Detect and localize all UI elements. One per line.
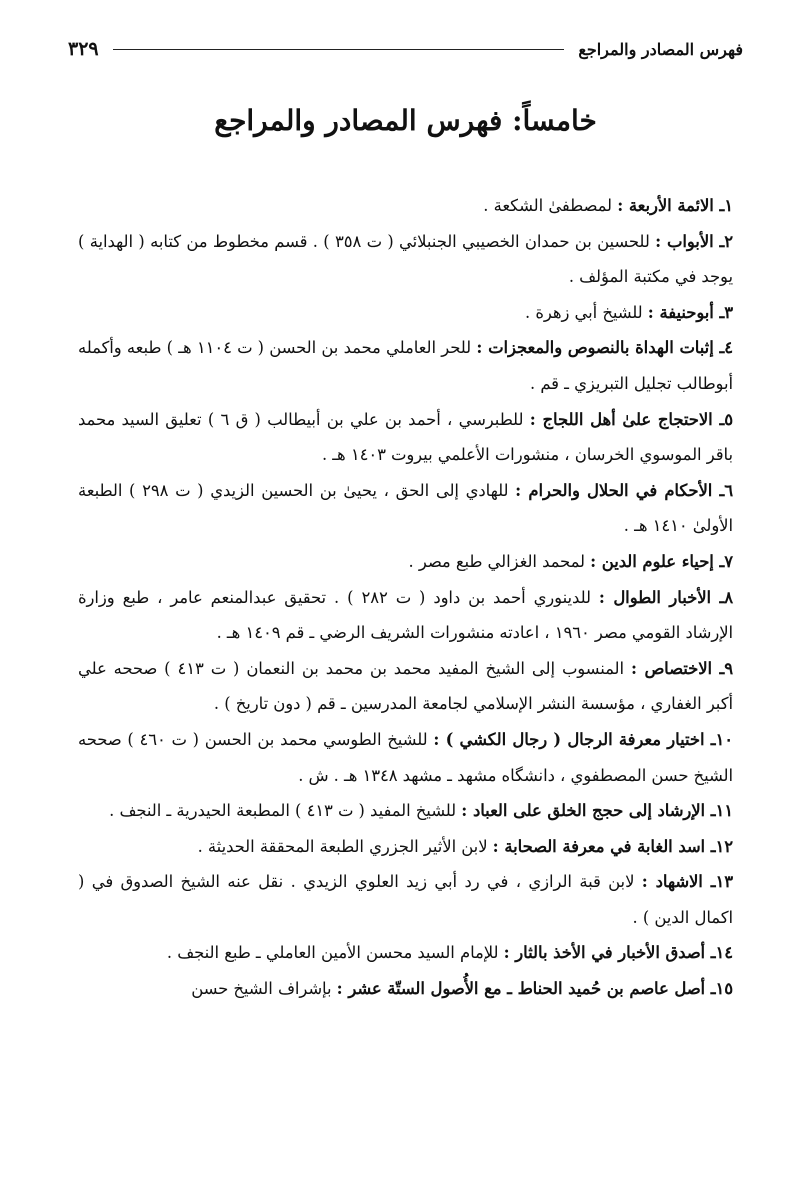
page-number: ٣٢٩ [68, 38, 99, 60]
entry-lead: ٣ـ أبوحنيفة : [647, 302, 733, 322]
header-rule [113, 49, 565, 50]
entry-text: للحسين بن حمدان الخصيبي الجنبلائي ( ت ٣٥٨ ) . قسم مخطوط من كتابه ( الهداية ) يوجد في مكتبة المؤلف . [78, 231, 733, 287]
entry-text: لابن قبة الرازي ، في رد أبي زيد العلوي الزيدي . نقل عنه الشيخ الصدوق في ( اكمال الدين ) . [78, 872, 733, 927]
bibliography-entry-4 [78, 330, 733, 401]
bibliography-entry-14 [78, 935, 733, 971]
entry-lead: ٤ـ إثبات الهداة بالنصوص والمعجزات : [476, 338, 733, 358]
bibliography-entry-8 [78, 580, 733, 651]
entry-text: المنسوب إلى الشيخ المفيد محمد بن محمد بن النعمان ( ت ٤١٣ ) صححه علي أكبر الغفاري ، مؤسسة النشر الإسلامي لجامعة المدرسين ـ قم ( دون تاريخ ) . [78, 658, 733, 714]
bibliography-entry-10 [78, 722, 733, 793]
bibliography-entry-3 [78, 295, 733, 331]
entry-lead: ٩ـ الاختصاص : [630, 658, 733, 678]
running-header [68, 36, 743, 62]
entry-lead: ١٢ـ اسد الغابة في معرفة الصحابة : [492, 836, 733, 856]
entry-text: لابن الأثير الجزري الطبعة المحققة الحديثة . [197, 836, 493, 856]
entry-lead: ٥ـ الاحتجاج علىٰ أهل اللجاج : [529, 409, 733, 429]
entry-text: لمحمد الغزالي طبع مصر . [408, 551, 591, 571]
entry-text: للحر العاملي محمد بن الحسن ( ت ١١٠٤ هـ ) طبعه وأكمله أبوطالب تجليل التبريزي ـ قم . [78, 338, 733, 393]
entry-lead: ١٠ـ اختيار معرفة الرجال ( رجال الكشي ) : [433, 729, 734, 749]
entry-text: للدينوري أحمد بن داود ( ت ٢٨٢ ) . تحقيق عبدالمنعم عامر ، طبع وزارة الإرشاد القومي مصر ١٩٦٠ ، اعادته منشورات الشريف الرضي ـ قم ١٤٠٩ هـ . [78, 587, 733, 643]
entry-lead: ١٥ـ أصل عاصم بن حُميد الحناط ـ مع الأُصول الستّة عشر : [336, 979, 733, 999]
bibliography-entry-15 [78, 971, 733, 1007]
entry-lead: ٦ـ الأحكام في الحلال والحرام : [515, 480, 733, 500]
entry-text: للشيخ الطوسي محمد بن الحسن ( ت ٤٦٠ ) صححه الشيخ حسن المصطفوي ، دانشگاه مشهد ـ مشهد ١٣٤٨ هـ . ش . [78, 729, 733, 785]
bibliography-entry-5 [78, 402, 733, 473]
bibliography-entry-1 [78, 188, 733, 224]
bibliography-entry-2 [78, 224, 733, 295]
entry-lead: ٨ـ الأخبار الطوال : [598, 587, 734, 607]
bibliography-entry-12 [78, 829, 733, 865]
entry-text: بإشراف الشيخ حسن [191, 979, 337, 999]
entry-text: لمصطفىٰ الشكعة . [483, 196, 618, 215]
bibliography-entry-11 [78, 793, 733, 829]
bibliography-list [78, 188, 733, 1007]
entry-lead: ٢ـ الأبواب : [655, 231, 734, 251]
chapter-title: خامساً: فهرس المصادر والمراجع [214, 104, 597, 137]
bibliography-entry-6 [78, 473, 733, 544]
bibliography-entry-13 [78, 864, 733, 935]
bibliography-entry-7 [78, 544, 733, 580]
running-title: فهرس المصادر والمراجع [578, 39, 743, 59]
entry-text: للطبرسي ، أحمد بن علي بن أبيطالب ( ق ٦ ) تعليق السيد محمد باقر الموسوي الخرسان ، منشورات الأعلمي بيروت ١٤٠٣ هـ . [78, 409, 733, 465]
entry-text: للشيخ المفيد ( ت ٤١٣ ) المطبعة الحيدرية ـ النجف . [109, 801, 462, 821]
entry-text: للإمام السيد محسن الأمين العاملي ـ طبع النجف . [166, 943, 504, 963]
entry-text: للشيخ أبي زهرة . [525, 302, 648, 322]
entry-lead: ٧ـ إحياء علوم الدين : [590, 551, 733, 571]
entry-lead: ١ـ الائمة الأربعة : [617, 196, 733, 215]
entry-text: للهادي إلى الحق ، يحيىٰ بن الحسين الزيدي ( ت ٢٩٨ ) الطبعة الأولىٰ ١٤١٠ هـ . [78, 480, 733, 536]
bibliography-entry-9 [78, 651, 733, 722]
entry-lead: ١٣ـ الاشهاد : [641, 872, 733, 892]
entry-lead: ١٤ـ أصدق الأخبار في الأخذ بالثار : [503, 943, 733, 963]
entry-lead: ١١ـ الإرشاد إلى حجج الخلق على العباد : [461, 801, 733, 821]
